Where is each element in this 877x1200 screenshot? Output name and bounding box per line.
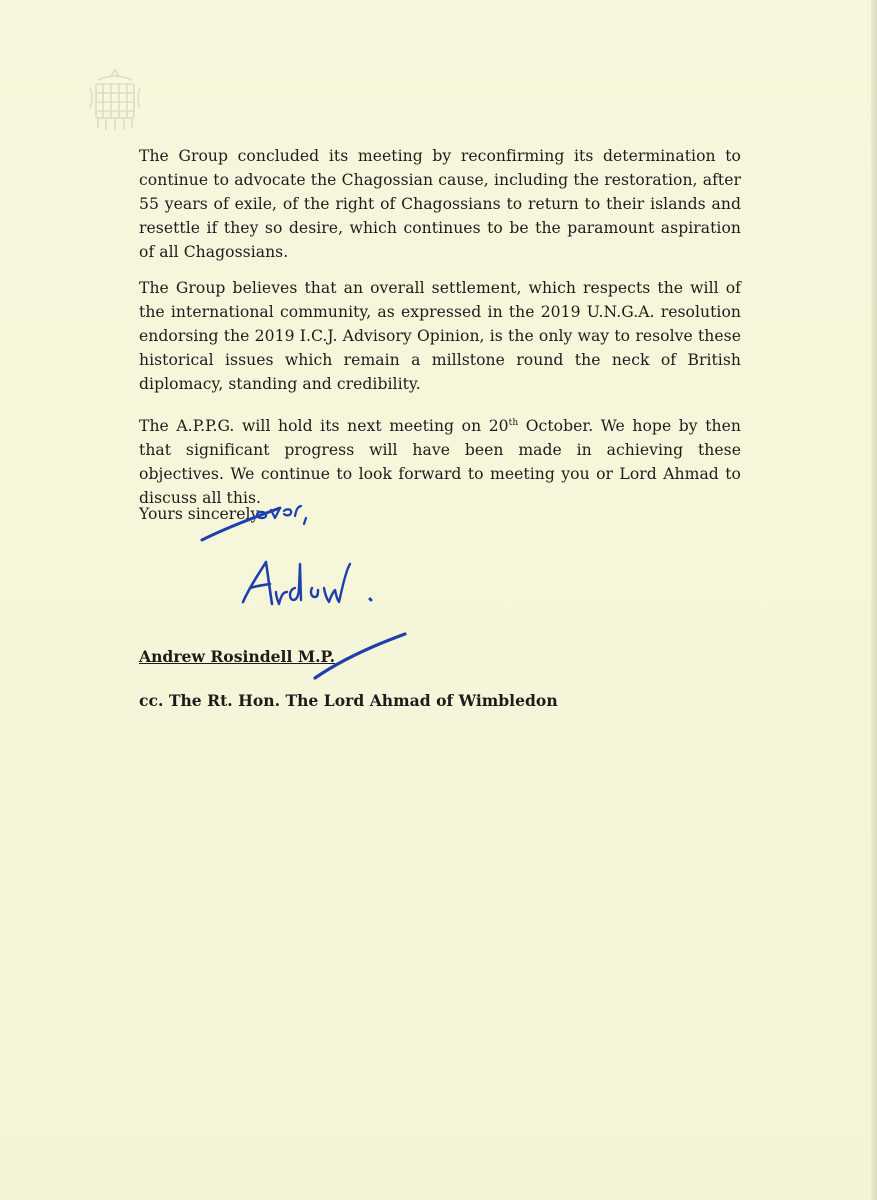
cc-line: cc. The Rt. Hon. The Lord Ahmad of Wimbledon [139, 691, 558, 710]
paragraph-overall-settlement: The Group believes that an overall settlement, which respects the will of the international community, as expressed in the 2019 U.N.G.A. resolution endorsing the 2019 I.C.J. Advisory Opinion, is the only way to resolve these historical issues which remain a millstone round the neck of British diplomacy, standing and credibility. [139, 279, 741, 393]
portcullis-emblem-icon [88, 66, 142, 136]
meeting-text-start: The A.P.P.G. will hold its next meeting on 20 [139, 417, 509, 435]
closing-salutation: Yours sincerely [139, 505, 260, 523]
meeting-text-end: October. We hope by then that significant progress will have been made in achieving these objectives. We continue to look forward to meeting you or Lord Ahmad to discuss all this. [139, 417, 741, 507]
paragraph-group-conclusion: The Group concluded its meeting by reconfirming its determination to continue to advocate the Chagossian cause, including the restoration, after 55 years of exile, of the right of Chagossians to return to their islands and resettle if they so desire, which continues to be the paramount aspiration of all Chagossians. [139, 147, 741, 261]
ordinal-suffix: th [508, 417, 519, 428]
signatory-name: Andrew Rosindell M.P. [139, 647, 336, 666]
page-edge [871, 0, 877, 1200]
